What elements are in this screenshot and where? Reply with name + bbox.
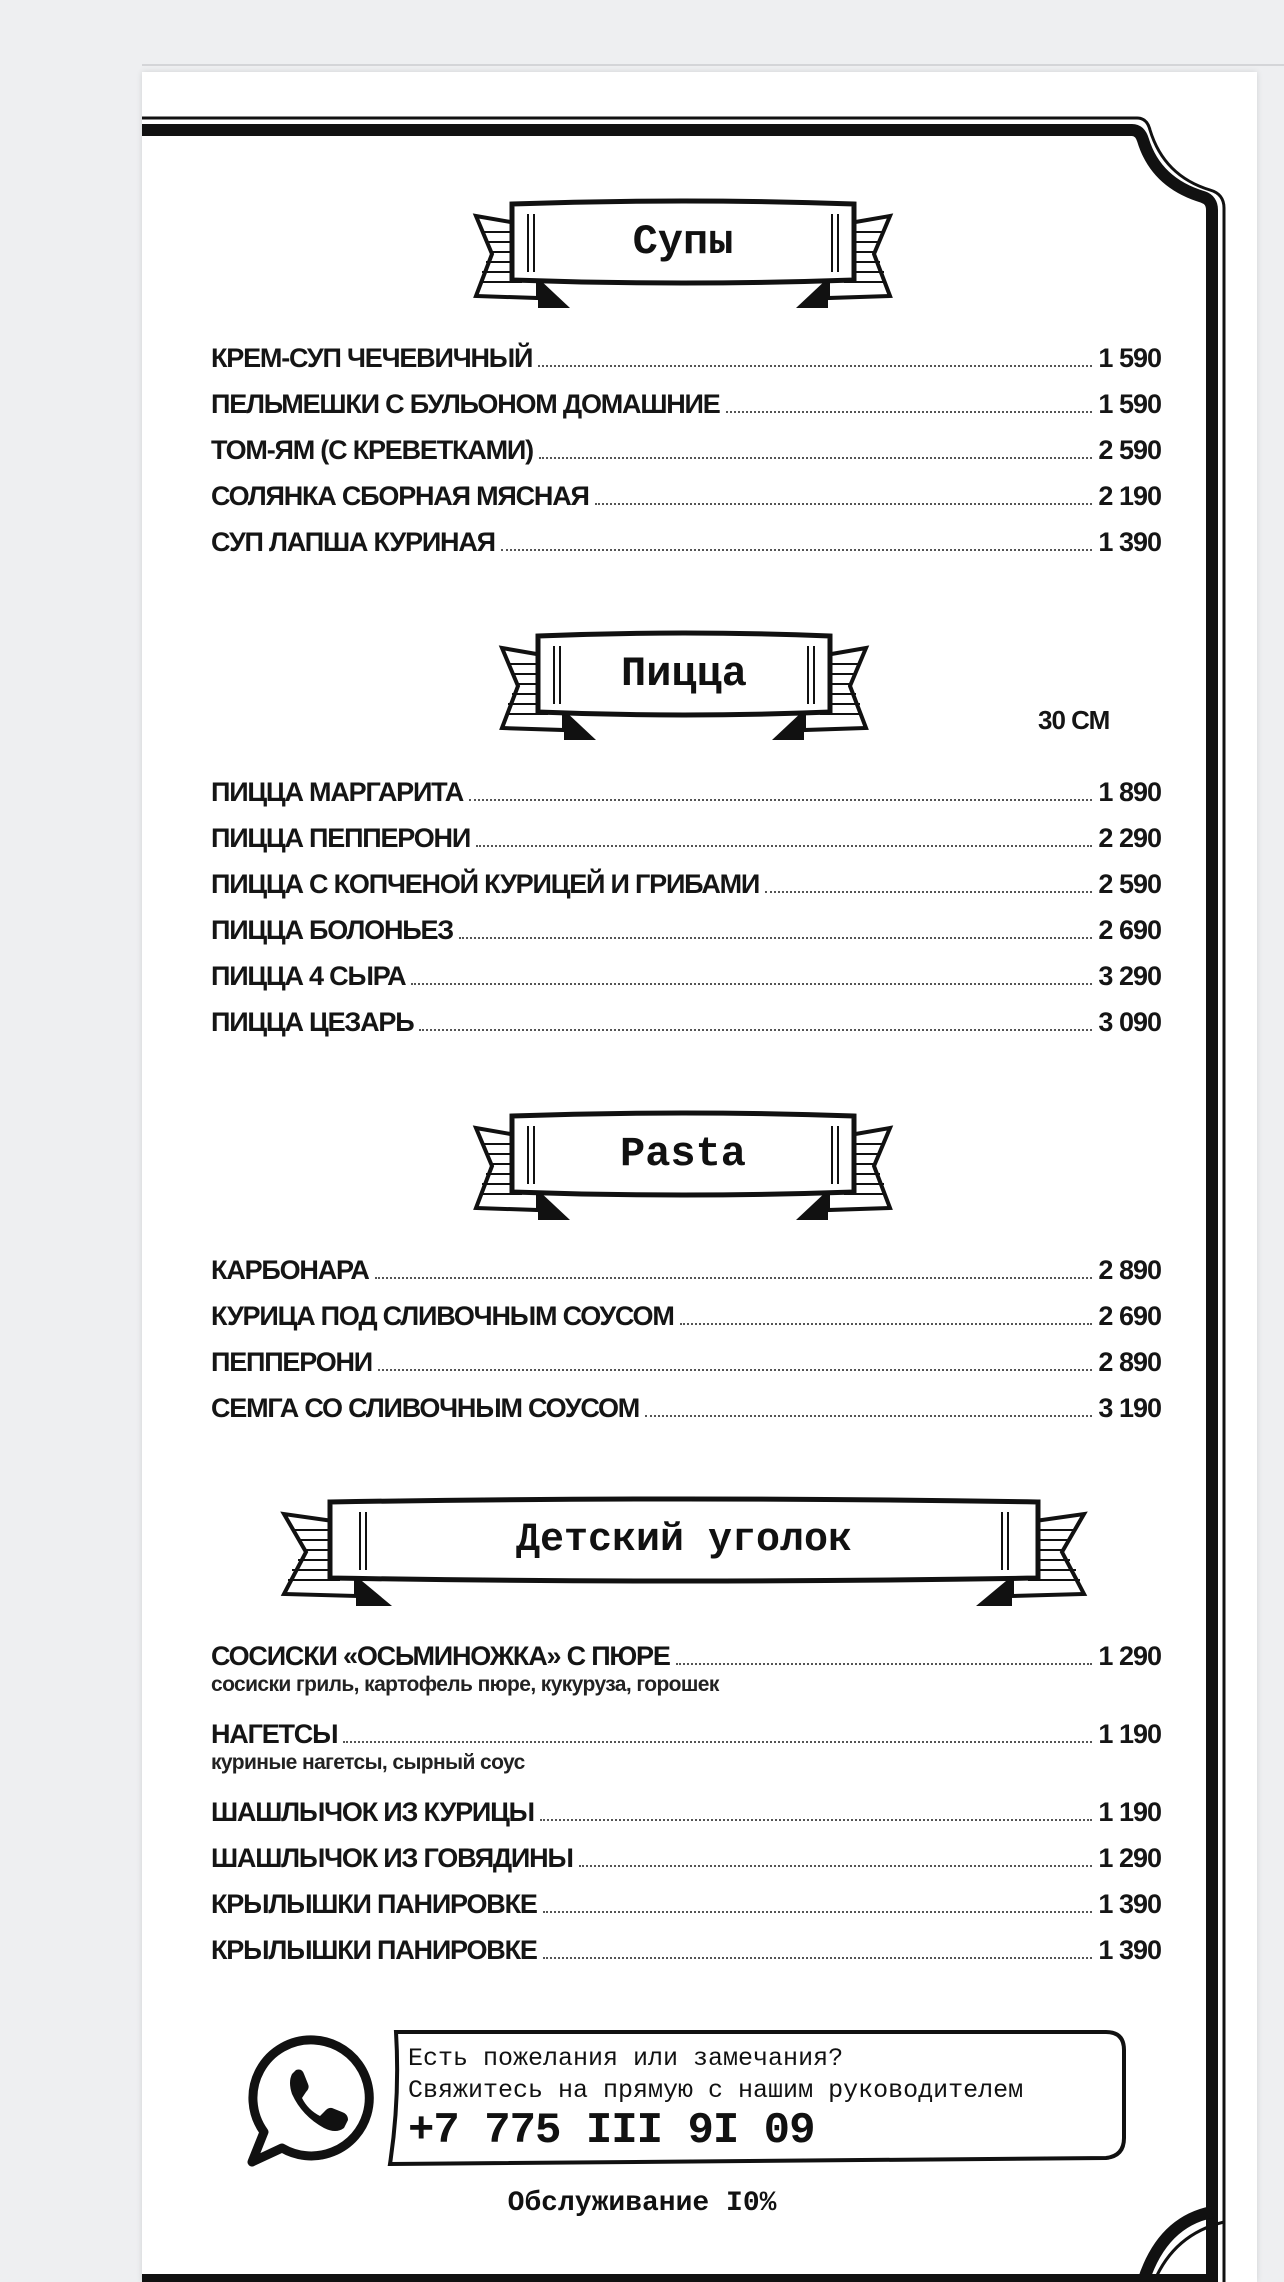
pizza-size-label: 30 СМ <box>1038 705 1110 735</box>
contact-phone[interactable]: +7 775 III 9I 09 <box>408 2106 815 2156</box>
dotted-leader <box>680 1323 1093 1325</box>
dotted-leader <box>645 1415 1092 1417</box>
pasta-banner <box>472 1108 894 1226</box>
menu-item-row <box>211 472 1161 512</box>
dotted-leader <box>411 983 1092 985</box>
menu-item-row <box>211 1834 1161 1874</box>
menu-item-row <box>211 1338 1161 1378</box>
section-title-pizza: Пицца <box>620 650 748 698</box>
section-title-pasta: Pasta <box>619 1130 747 1178</box>
menu-item-row <box>211 1710 1161 1750</box>
menu-item-row <box>211 380 1161 420</box>
soups-banner <box>472 196 894 314</box>
dotted-leader <box>378 1369 1092 1371</box>
item-price: 1 390 <box>1098 527 1161 557</box>
menu-item-row <box>211 334 1161 374</box>
menu-item-row <box>211 426 1161 466</box>
dotted-leader <box>375 1277 1093 1279</box>
item-description: куриные нагетсы, сырный соус <box>211 1751 525 1774</box>
dotted-leader <box>538 365 1092 367</box>
item-price: 1 290 <box>1098 1641 1161 1671</box>
dotted-leader <box>579 1865 1093 1867</box>
menu-item-row <box>211 906 1161 946</box>
item-name: СУП ЛАПША КУРИНАЯ <box>211 527 495 557</box>
section-title-kids: Детский уголок <box>515 1518 853 1563</box>
item-price: 3 090 <box>1098 1007 1161 1037</box>
dotted-leader <box>595 503 1093 505</box>
contact-instruction: Свяжитесь на прямую с нашим руководителем <box>408 2076 1024 2105</box>
dotted-leader <box>539 457 1093 459</box>
menu-item-row <box>211 1384 1161 1424</box>
menu-item-row <box>211 814 1161 854</box>
menu-item-row <box>211 1292 1161 1332</box>
dotted-leader <box>459 937 1092 939</box>
item-price: 2 690 <box>1098 915 1161 945</box>
item-price: 3 290 <box>1098 961 1161 991</box>
top-divider <box>142 64 1284 66</box>
whatsapp-icon <box>244 2030 384 2170</box>
menu-item-row <box>211 952 1161 992</box>
item-name: ТОМ-ЯМ (С КРЕВЕТКАМИ) <box>211 435 533 465</box>
item-name: СЕМГА СО СЛИВОЧНЫМ СОУСОМ <box>211 1393 640 1423</box>
item-price: 1 390 <box>1098 1935 1161 1965</box>
item-name: КРЫЛЫШКИ ПАНИРОВКЕ <box>211 1889 537 1919</box>
dotted-leader <box>540 1819 1093 1821</box>
item-price: 1 590 <box>1098 389 1161 419</box>
dotted-leader <box>543 1911 1093 1913</box>
item-price: 1 190 <box>1098 1797 1161 1827</box>
item-price: 2 290 <box>1098 823 1161 853</box>
menu-item-row <box>211 998 1161 1038</box>
item-price: 1 590 <box>1098 343 1161 373</box>
service-charge-note: Обслуживание I0% <box>507 2188 777 2219</box>
menu-item-row <box>211 1788 1161 1828</box>
menu-item-row <box>211 768 1161 808</box>
item-name: СОСИСКИ «ОСЬМИНОЖКА» С ПЮРЕ <box>211 1641 670 1671</box>
contact-prompt: Есть пожелания или замечания? <box>408 2044 844 2073</box>
item-price: 1 890 <box>1098 777 1161 807</box>
item-name: ШАШЛЫЧОК ИЗ КУРИЦЫ <box>211 1797 534 1827</box>
dotted-leader <box>501 549 1093 551</box>
item-name: ПИЦЦА БОЛОНЬЕЗ <box>211 915 453 945</box>
item-description: сосиски гриль, картофель пюре, кукуруза, горошек <box>211 1673 719 1696</box>
dotted-leader <box>726 411 1093 413</box>
dotted-leader <box>469 799 1092 801</box>
item-name: КУРИЦА ПОД СЛИВОЧНЫМ СОУСОМ <box>211 1301 674 1331</box>
item-price: 1 190 <box>1098 1719 1161 1749</box>
dotted-leader <box>765 891 1092 893</box>
item-name: ПИЦЦА ПЕППЕРОНИ <box>211 823 471 853</box>
item-name: ШАШЛЫЧОК ИЗ ГОВЯДИНЫ <box>211 1843 573 1873</box>
item-name: КРЫЛЫШКИ ПАНИРОВКЕ <box>211 1935 537 1965</box>
kids-banner <box>280 1494 1088 1612</box>
item-price: 1 390 <box>1098 1889 1161 1919</box>
item-name: ПИЦЦА 4 СЫРА <box>211 961 406 991</box>
item-name: КАРБОНАРА <box>211 1255 369 1285</box>
item-name: ПИЦЦА С КОПЧЕНОЙ КУРИЦЕЙ И ГРИБАМИ <box>211 869 760 899</box>
item-price: 2 890 <box>1098 1347 1161 1377</box>
item-name: ПИЦЦА МАРГАРИТА <box>211 777 464 807</box>
menu-item-row <box>211 1880 1161 1920</box>
item-price: 2 890 <box>1098 1255 1161 1285</box>
menu-item-row <box>211 860 1161 900</box>
menu-item-row <box>211 1632 1161 1672</box>
section-title-soups: Супы <box>632 218 734 266</box>
item-name: СОЛЯНКА СБОРНАЯ МЯСНАЯ <box>211 481 589 511</box>
dotted-leader <box>343 1741 1092 1743</box>
dotted-leader <box>419 1029 1092 1031</box>
menu-item-row <box>211 1246 1161 1286</box>
pizza-banner <box>498 628 870 746</box>
item-price: 2 690 <box>1098 1301 1161 1331</box>
item-price: 1 290 <box>1098 1843 1161 1873</box>
item-price: 2 590 <box>1098 435 1161 465</box>
item-price: 3 190 <box>1098 1393 1161 1423</box>
dotted-leader <box>476 845 1092 847</box>
item-name: ПЕЛЬМЕШКИ С БУЛЬОНОМ ДОМАШНИЕ <box>211 389 720 419</box>
item-name: ПЕППЕРОНИ <box>211 1347 372 1377</box>
item-name: ПИЦЦА ЦЕЗАРЬ <box>211 1007 414 1037</box>
dotted-leader <box>676 1663 1093 1665</box>
item-name: КРЕМ-СУП ЧЕЧЕВИЧНЫЙ <box>211 343 533 373</box>
item-price: 2 190 <box>1098 481 1161 511</box>
menu-item-row <box>211 518 1161 558</box>
item-price: 2 590 <box>1098 869 1161 899</box>
item-name: НАГЕТСЫ <box>211 1719 338 1749</box>
dotted-leader <box>543 1957 1093 1959</box>
menu-item-row <box>211 1926 1161 1966</box>
